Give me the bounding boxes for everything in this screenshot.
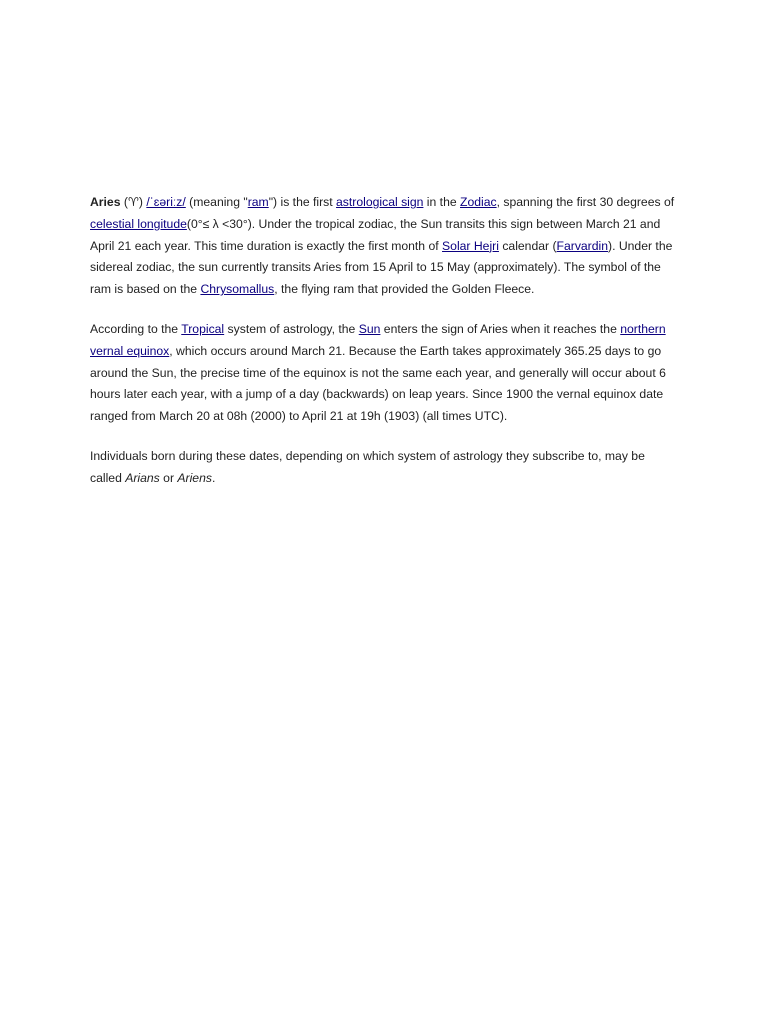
text: or <box>159 470 178 485</box>
article-title-word: Aries <box>90 195 121 209</box>
text: , the flying ram that provided the Golden Fleece. <box>274 282 535 297</box>
text: , which occurs around March 21. Because the Earth takes approximately 365.25 days to go around the Sun, the precise time of the equinox is not the same each year, and generally will occur about 6 hours later each year, with a jump of a day (backwards) on leap years. Since 1900 the vernal equinox date ranged from March 20 at 08h (2000) to April 21 at 19h (1903) (all times UTC). <box>90 343 666 424</box>
link-solar-hejri[interactable]: Solar Hejri <box>442 238 499 253</box>
aries-symbol: ♈ <box>127 195 139 209</box>
text: Individuals born during these dates, depending on which system of astrology they subscribe to, may be called <box>90 448 645 485</box>
term-arians: Arians <box>125 470 160 485</box>
link-farvardin[interactable]: Farvardin <box>556 238 609 253</box>
link-chrysomallus[interactable]: Chrysomallus <box>200 282 275 297</box>
text: in the <box>423 195 461 209</box>
link-astrological-sign[interactable]: astrological sign <box>336 195 424 209</box>
link-pronunciation[interactable]: /ˈɛəriːz/ <box>146 195 186 209</box>
text: (0°≤ λ <30°). Under the tropical zodiac, the Sun transits this sign between March 21 and April 21 each year. This time duration is exactly the first month of <box>90 216 661 253</box>
text: . <box>211 470 216 485</box>
text: system of astrology, the <box>224 321 359 336</box>
link-sun[interactable]: Sun <box>358 321 381 336</box>
link-celestial-longitude[interactable]: celestial longitude <box>90 216 187 231</box>
text: ( <box>120 195 128 209</box>
paragraph-individuals <box>90 446 680 490</box>
link-tropical[interactable]: Tropical <box>181 321 225 336</box>
document-body <box>90 192 680 508</box>
text: ) <box>138 195 147 209</box>
paragraph-tropical <box>90 319 680 428</box>
text: calendar ( <box>498 238 557 253</box>
text: According to the <box>90 321 182 336</box>
link-northern-vernal-equinox[interactable]: northern vernal equinox <box>90 321 666 358</box>
term-ariens: Ariens <box>177 470 212 485</box>
text: ). Under the sidereal zodiac, the sun currently transits Aries from 15 April to 15 May (approximately). The symbol of the ram is based on the <box>90 238 673 297</box>
text: enters the sign of Aries when it reaches the <box>380 321 621 336</box>
paragraph-intro <box>90 192 680 301</box>
text: ") is the first <box>268 195 337 209</box>
link-zodiac[interactable]: Zodiac <box>460 195 497 209</box>
text: , spanning the first 30 degrees of <box>496 195 675 209</box>
link-ram[interactable]: ram <box>247 195 269 209</box>
text: (meaning " <box>185 195 248 209</box>
